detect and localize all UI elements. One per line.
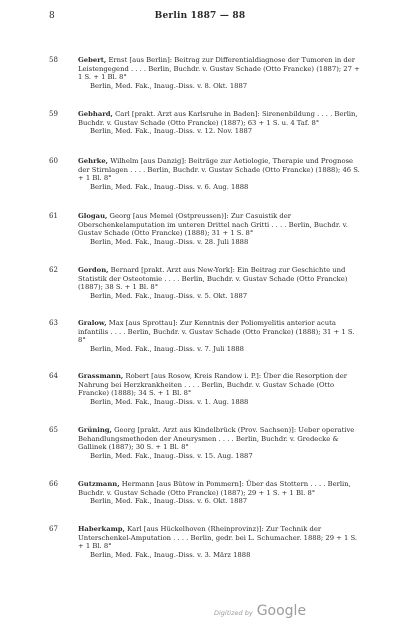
entry-citation (78, 212, 364, 238)
author-name: Gebhard, (78, 110, 113, 118)
entry-text: Wilhelm [aus Danzig]: Beiträge zur Aetiologie, Therapie und Prognose der Stirnlagen . . . . Berlin, Buchdr. v. Gustav Schade (Otto Francke) (1888); 46 S. + 1 Bl. 8° (78, 157, 360, 183)
author-name: Glogau, (78, 212, 108, 220)
entry-64 (49, 372, 364, 406)
entry-text: Karl [aus Hückelhoven (Rheinprovinz)]: Zur Technik der Unterschenkel-Amputation . . . . Berlin, gedr. bei L. Schumacher. 1888; 29 + 1 S. + 1 Bl. 8° (78, 525, 358, 551)
entry-number: 61 (49, 212, 58, 220)
entry-meta: Berlin, Med. Fak., Inaug.-Diss. v. 12. Nov. 1887 (90, 127, 253, 136)
entry-citation (78, 372, 364, 398)
entry-number: 66 (49, 480, 58, 488)
entry-citation (78, 480, 364, 497)
entry-citation (78, 157, 364, 183)
page-header (0, 11, 400, 25)
entry-meta: Berlin, Med. Fak., Inaug.-Diss. v. 7. Juli 1888 (90, 344, 245, 353)
entry-text: Robert [aus Rosow, Kreis Randow i. P.]: Über die Resorption der Nahrung bei Herzkrankheiten . . . . Berlin, Buchdr. v. Gustav Schade (Otto Francke) (1888); 34 S. + 1 Bl. 8° (78, 372, 347, 398)
entry-67 (49, 525, 364, 559)
author-name: Gebert, (78, 56, 107, 64)
entry-text: Ernst [aus Berlin]: Beitrag zur Differentialdiagnose der Tumoren in der Leistengegend . . . . Berlin, Buchdr. v. Gustav Schade (Otto Francke) (1887); 27 + 1 S. + 1 Bl. 8° (78, 56, 360, 82)
entry-text: Carl [prakt. Arzt aus Karlsruhe in Baden]: Sirenenbildung . . . . Berlin, Buchdr. v. Gustav Schade (Otto Francke) (1887); 63 + 1 S. u. 4 Taf. 8° (78, 110, 358, 127)
entry-59 (49, 110, 364, 136)
entry-citation (78, 319, 364, 345)
entry-meta: Berlin, Med. Fak., Inaug.-Diss. v. 8. Okt. 1887 (90, 81, 248, 90)
author-name: Grüning, (78, 426, 112, 434)
entry-text: Bernard [prakt. Arzt aus New-York]: Ein Beitrag zur Geschichte und Statistik der Osteotomie . . . . Berlin, Buchdr. v. Gustav Schade (Otto Francke) (1887); 38 S. + 1 Bl. 8° (78, 266, 348, 292)
entry-number: 60 (49, 157, 58, 165)
page-number: 8 (49, 11, 55, 21)
author-name: Gordon, (78, 266, 109, 274)
entry-citation (78, 426, 364, 452)
entry-text: Georg [prakt. Arzt aus Kindelbrück (Prov. Sachsen)]: Ueber operative Behandlungsmethoden der Aneurysmen . . . . Berlin, Buchdr. v. Gredecke & Gallinek (1887); 30 S. + 1 Bl. 8° (78, 426, 355, 452)
page-title: Berlin 1887 — 88 (154, 11, 246, 21)
entry-65 (49, 426, 364, 460)
entry-meta: Berlin, Med. Fak., Inaug.-Diss. v. 28. Juli 1888 (90, 237, 249, 246)
digitized-watermark (214, 603, 324, 623)
entry-number: 65 (49, 426, 58, 434)
entry-meta: Berlin, Med. Fak., Inaug.-Diss. v. 15. Aug. 1887 (90, 451, 253, 460)
entry-meta: Berlin, Med. Fak., Inaug.-Diss. v. 1. Aug. 1888 (90, 397, 249, 406)
entry-text: Hermann [aus Bütow in Pommern]: Über das Stottern . . . . Berlin, Buchdr. v. Gustav Schade (Otto Francke) (1887); 29 + 1 S. + 1 Bl. 8° (78, 480, 351, 497)
author-name: Gralow, (78, 319, 107, 327)
entry-number: 64 (49, 372, 58, 380)
entry-meta: Berlin, Med. Fak., Inaug.-Diss. v. 3. März 1888 (90, 550, 251, 559)
entry-62 (49, 266, 364, 300)
entry-60 (49, 157, 364, 191)
author-name: Haberkamp, (78, 525, 125, 533)
entry-meta: Berlin, Med. Fak., Inaug.-Diss. v. 6. Aug. 1888 (90, 182, 249, 191)
author-name: Gutzmann, (78, 480, 120, 488)
entry-meta: Berlin, Med. Fak., Inaug.-Diss. v. 6. Okt. 1887 (90, 497, 248, 506)
watermark-prefix: Digitized by (214, 609, 253, 617)
entry-number: 58 (49, 56, 58, 64)
entry-citation (78, 110, 364, 127)
entry-text: Max [aus Sprottau]: Zur Kenntnis der Poliomyelitis anterior acuta infantilis . . . . Berlin, Buchdr. v. Gustav Schade (Otto Francke) (1888); 31 + 1 S. 8° (78, 319, 355, 345)
author-name: Gehrke, (78, 157, 109, 165)
entry-63 (49, 319, 364, 353)
author-name: Grassmann, (78, 372, 124, 380)
google-logo: Google (256, 603, 307, 619)
entry-61 (49, 212, 364, 246)
entry-citation (78, 266, 364, 292)
entry-number: 63 (49, 319, 58, 327)
entry-text: Georg [aus Memel (Ostpreussen)]: Zur Casuistik der Oberschenkelamputation im unteren Drittel nach Gritti . . . . Berlin, Buchdr. v. Gustav Schade (Otto Francke) (1888); 31 + 1 S. 8° (78, 212, 348, 238)
entry-citation (78, 525, 364, 551)
entry-66 (49, 480, 364, 506)
entry-meta: Berlin, Med. Fak., Inaug.-Diss. v. 5. Okt. 1887 (90, 291, 248, 300)
entry-58 (49, 56, 364, 90)
entry-number: 59 (49, 110, 58, 118)
entry-number: 67 (49, 525, 58, 533)
entry-number: 62 (49, 266, 58, 274)
entry-citation (78, 56, 364, 82)
